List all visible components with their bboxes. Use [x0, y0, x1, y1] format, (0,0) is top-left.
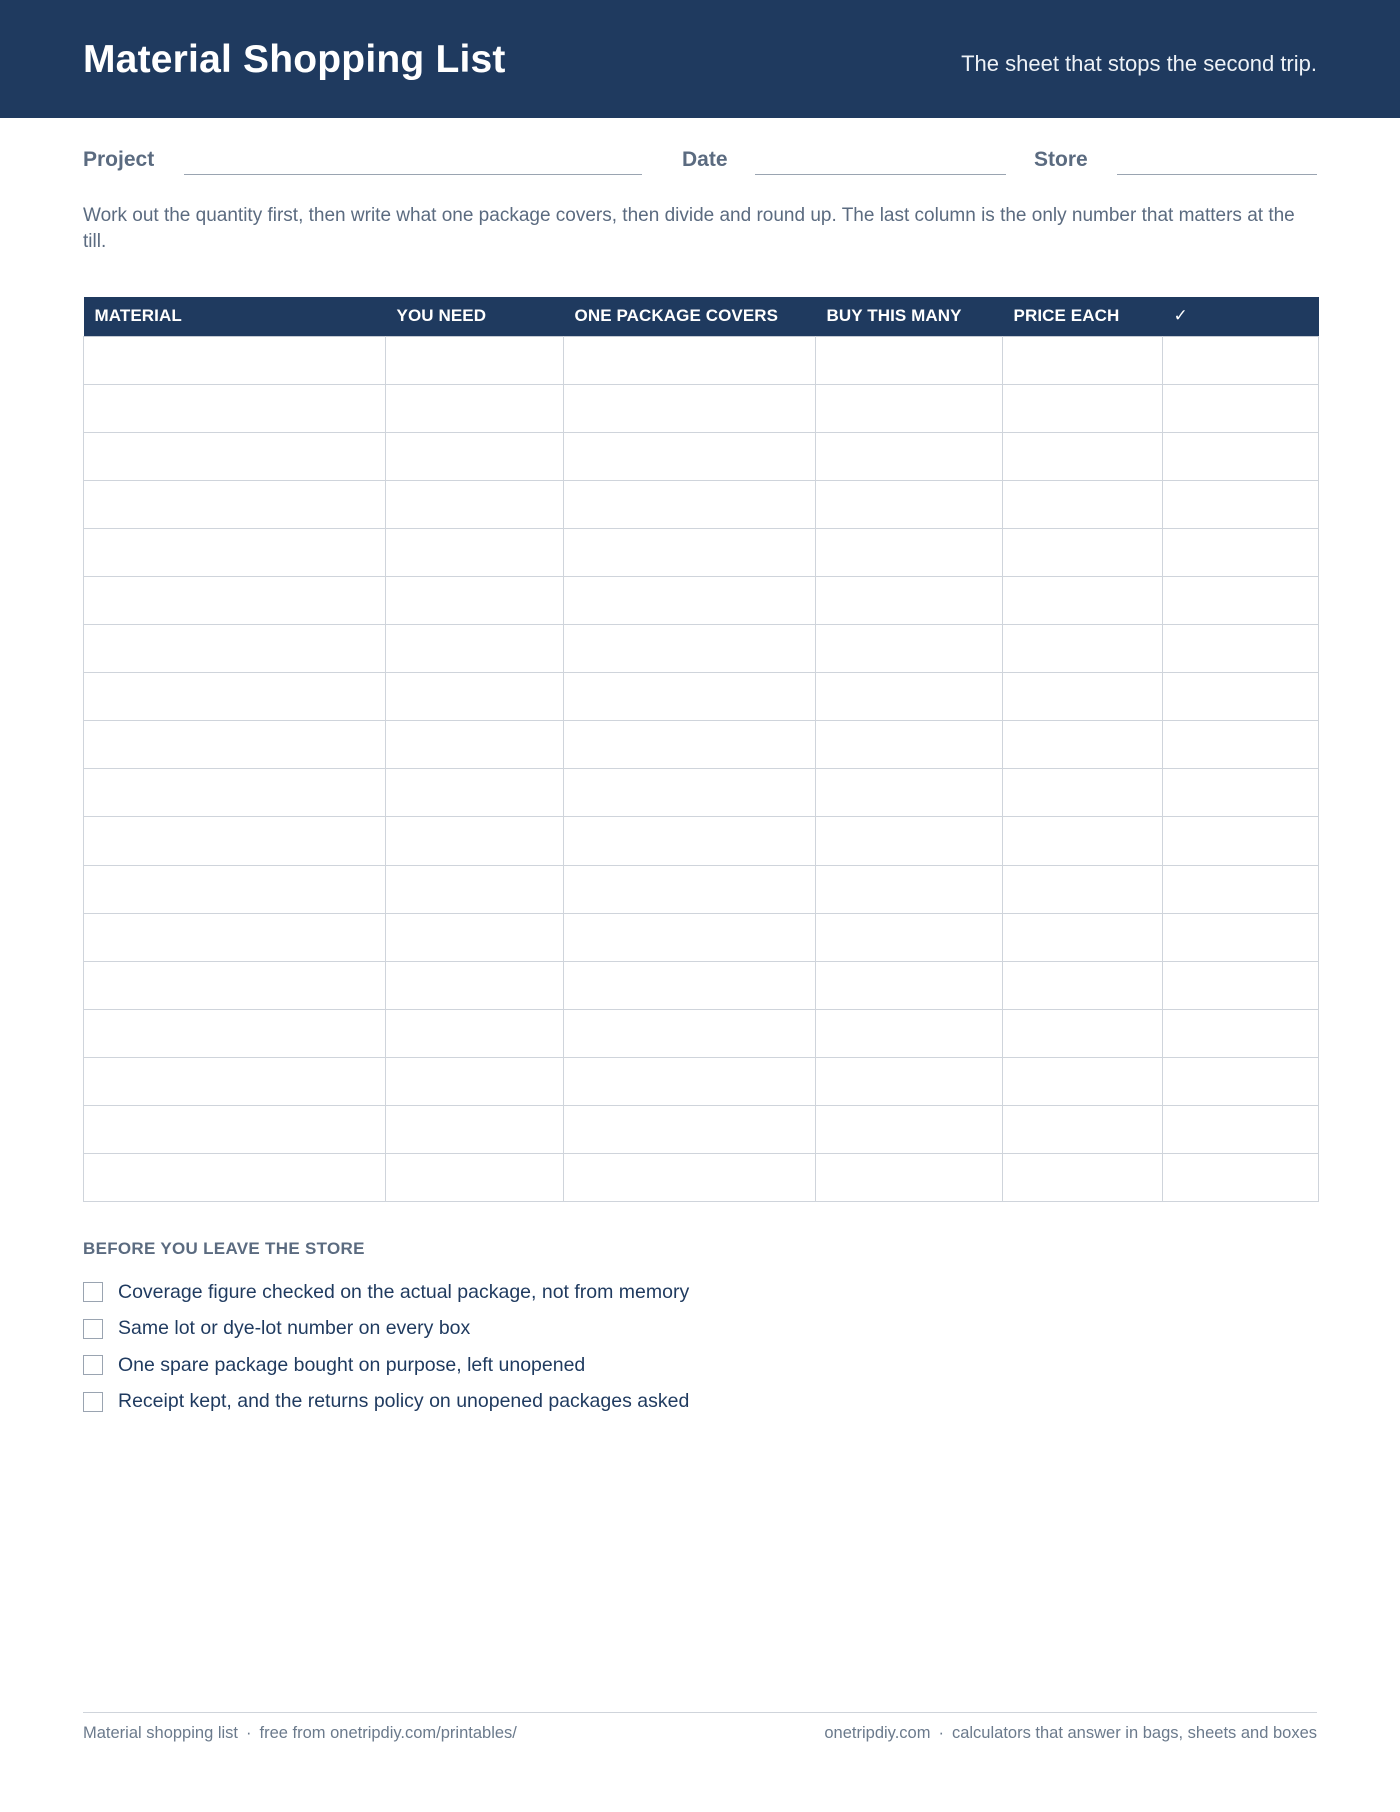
table-row [84, 769, 1319, 817]
table-cell[interactable] [84, 625, 386, 673]
table-cell[interactable] [386, 961, 564, 1009]
table-cell[interactable] [816, 817, 1003, 865]
table-cell[interactable] [1163, 769, 1319, 817]
date-field[interactable] [755, 174, 1006, 175]
table-cell[interactable] [1163, 1106, 1319, 1154]
table-cell[interactable] [84, 1009, 386, 1057]
table-row [84, 625, 1319, 673]
footer-left [83, 1724, 517, 1743]
project-field[interactable] [184, 174, 642, 175]
table-cell[interactable] [84, 721, 386, 769]
table-cell[interactable] [386, 1154, 564, 1202]
table-cell[interactable] [84, 432, 386, 480]
table-row [84, 576, 1319, 624]
table-cell[interactable] [84, 1154, 386, 1202]
table-cell[interactable] [1003, 913, 1163, 961]
table-cell[interactable] [1003, 673, 1163, 721]
checkbox[interactable] [83, 1355, 103, 1375]
table-cell[interactable] [386, 576, 564, 624]
table-cell[interactable] [564, 1057, 816, 1105]
table-cell[interactable] [386, 384, 564, 432]
table-cell[interactable] [84, 480, 386, 528]
table-cell[interactable] [816, 576, 1003, 624]
table-cell[interactable] [1003, 625, 1163, 673]
table-cell[interactable] [1003, 1057, 1163, 1105]
table-cell[interactable] [816, 865, 1003, 913]
table-cell[interactable] [386, 1106, 564, 1154]
table-cell[interactable] [84, 1057, 386, 1105]
table-cell[interactable] [84, 961, 386, 1009]
table-cell[interactable] [1163, 913, 1319, 961]
table-cell[interactable] [1003, 480, 1163, 528]
checklist-item-label: One spare package bought on purpose, left unopened [118, 1353, 586, 1376]
table-cell[interactable] [564, 625, 816, 673]
table-cell[interactable] [816, 1057, 1003, 1105]
table-cell[interactable] [564, 817, 816, 865]
table-cell[interactable] [84, 384, 386, 432]
table-cell[interactable] [564, 432, 816, 480]
checklist-item[interactable] [83, 1384, 983, 1421]
instructions-text: Work out the quantity first, then write what one package covers, then divide and round up. The last column is the only number that matters at the till. [83, 205, 1295, 252]
table-row [84, 673, 1319, 721]
table-cell[interactable] [564, 1106, 816, 1154]
checkbox[interactable] [83, 1319, 103, 1339]
column-header-buy-this-many: BUY THIS MANY [816, 297, 1003, 336]
column-header-check: ✓ [1163, 297, 1319, 336]
table-cell[interactable] [564, 1154, 816, 1202]
checklist-item[interactable] [83, 1347, 983, 1384]
table-cell[interactable] [564, 528, 816, 576]
table-cell[interactable] [1003, 817, 1163, 865]
table-cell[interactable] [816, 913, 1003, 961]
checklist-item[interactable] [83, 1274, 983, 1311]
header-fields [83, 148, 1317, 178]
table-cell[interactable] [816, 1106, 1003, 1154]
table-cell[interactable] [1163, 1154, 1319, 1202]
table-cell[interactable] [1003, 384, 1163, 432]
table-row [84, 913, 1319, 961]
footer-divider [83, 1712, 1317, 1713]
footer-right [824, 1724, 1317, 1743]
checklist-item[interactable] [83, 1311, 983, 1348]
table-cell[interactable] [564, 673, 816, 721]
table-cell[interactable] [1163, 576, 1319, 624]
table-cell[interactable] [386, 480, 564, 528]
table-cell[interactable] [816, 528, 1003, 576]
table-cell[interactable] [564, 336, 816, 384]
table-cell[interactable] [816, 432, 1003, 480]
table-body [84, 336, 1319, 1202]
table-cell[interactable] [1003, 432, 1163, 480]
table-cell[interactable] [1003, 1154, 1163, 1202]
page-title: Material Shopping List [83, 38, 506, 81]
table-cell[interactable] [1003, 721, 1163, 769]
checklist-item-label: Receipt kept, and the returns policy on unopened packages asked [118, 1390, 690, 1413]
footer-source-link[interactable]: free from onetripdiy.com/printables/ [259, 1724, 517, 1742]
table-cell[interactable] [84, 673, 386, 721]
table-row [84, 817, 1319, 865]
table-cell[interactable] [564, 721, 816, 769]
table-cell[interactable] [386, 865, 564, 913]
table-cell[interactable] [386, 769, 564, 817]
table-cell[interactable] [84, 576, 386, 624]
footer-site-tagline: calculators that answer in bags, sheets and boxes [951, 1724, 1317, 1742]
table-cell[interactable] [84, 865, 386, 913]
table-cell[interactable] [386, 625, 564, 673]
store-field[interactable] [1117, 174, 1317, 175]
date-label: Date [682, 148, 728, 171]
table-cell[interactable] [564, 913, 816, 961]
table-cell[interactable] [816, 769, 1003, 817]
table-cell[interactable] [564, 769, 816, 817]
project-label: Project [83, 148, 155, 171]
table-cell[interactable] [1163, 432, 1319, 480]
table-cell[interactable] [1163, 1009, 1319, 1057]
column-header-you-need: YOU NEED [386, 297, 564, 336]
table-cell[interactable] [564, 384, 816, 432]
table-cell[interactable] [386, 1009, 564, 1057]
table-row [84, 1106, 1319, 1154]
checklist-item-label: Coverage figure checked on the actual package, not from memory [118, 1280, 690, 1303]
table-cell[interactable] [84, 769, 386, 817]
checklist-item-label: Same lot or dye-lot number on every box [118, 1317, 471, 1340]
table-cell[interactable] [564, 576, 816, 624]
table-cell[interactable] [386, 432, 564, 480]
column-header-package-covers: ONE PACKAGE COVERS [564, 297, 816, 336]
table-cell[interactable] [816, 384, 1003, 432]
table-header-row [84, 297, 1319, 336]
checkbox[interactable] [83, 1392, 103, 1412]
table-row [84, 336, 1319, 384]
footer-document-name: Material shopping list [83, 1724, 238, 1742]
store-label: Store [1034, 148, 1088, 171]
table-cell[interactable] [386, 1057, 564, 1105]
table-cell[interactable] [816, 625, 1003, 673]
table-cell[interactable] [1163, 961, 1319, 1009]
table-cell[interactable] [1003, 1106, 1163, 1154]
table-cell[interactable] [1163, 1057, 1319, 1105]
table-cell[interactable] [816, 961, 1003, 1009]
table-cell[interactable] [1163, 625, 1319, 673]
table-row [84, 1154, 1319, 1202]
table-cell[interactable] [564, 865, 816, 913]
table-cell[interactable] [1163, 817, 1319, 865]
table-cell[interactable] [816, 673, 1003, 721]
table-cell[interactable] [84, 336, 386, 384]
table-cell[interactable] [84, 528, 386, 576]
table-cell[interactable] [1163, 673, 1319, 721]
table-cell[interactable] [816, 721, 1003, 769]
table-cell[interactable] [564, 480, 816, 528]
table-cell[interactable] [1003, 1009, 1163, 1057]
table-row [84, 721, 1319, 769]
column-header-price-each: PRICE EACH [1003, 297, 1163, 336]
shopping-table [83, 297, 1319, 1202]
table-cell[interactable] [1163, 865, 1319, 913]
table-cell[interactable] [1163, 528, 1319, 576]
table-row [84, 384, 1319, 432]
table-cell[interactable] [816, 480, 1003, 528]
table-cell[interactable] [386, 721, 564, 769]
table-cell[interactable] [1003, 528, 1163, 576]
table-row [84, 528, 1319, 576]
table-cell[interactable] [564, 961, 816, 1009]
table-row [84, 865, 1319, 913]
page-header [0, 0, 1400, 118]
table-cell[interactable] [564, 1009, 816, 1057]
table-cell[interactable] [1163, 336, 1319, 384]
table-row [84, 432, 1319, 480]
table-cell[interactable] [84, 817, 386, 865]
table-row [84, 480, 1319, 528]
checklist-title: BEFORE YOU LEAVE THE STORE [83, 1239, 365, 1258]
table-row [84, 961, 1319, 1009]
page-tagline: The sheet that stops the second trip. [961, 51, 1317, 76]
table-cell[interactable] [386, 913, 564, 961]
checkbox[interactable] [83, 1282, 103, 1302]
table-cell[interactable] [386, 673, 564, 721]
table-cell[interactable] [1003, 865, 1163, 913]
footer-site-link[interactable]: onetripdiy.com [824, 1724, 931, 1742]
table-cell[interactable] [1003, 576, 1163, 624]
table-cell[interactable] [816, 336, 1003, 384]
column-header-material: MATERIAL [84, 297, 386, 336]
table-cell[interactable] [1163, 721, 1319, 769]
table-cell[interactable] [1003, 336, 1163, 384]
footer-separator: · [246, 1724, 252, 1742]
table-cell[interactable] [84, 1106, 386, 1154]
table-cell[interactable] [84, 913, 386, 961]
table-cell[interactable] [1003, 961, 1163, 1009]
table-cell[interactable] [816, 1154, 1003, 1202]
table-cell[interactable] [386, 817, 564, 865]
table-cell[interactable] [386, 336, 564, 384]
table-cell[interactable] [816, 1009, 1003, 1057]
table-row [84, 1009, 1319, 1057]
checklist [83, 1274, 983, 1420]
table-cell[interactable] [1163, 480, 1319, 528]
table-cell[interactable] [386, 528, 564, 576]
table-cell[interactable] [1003, 769, 1163, 817]
table-row [84, 1057, 1319, 1105]
table-cell[interactable] [1163, 384, 1319, 432]
footer-separator: · [938, 1724, 944, 1742]
